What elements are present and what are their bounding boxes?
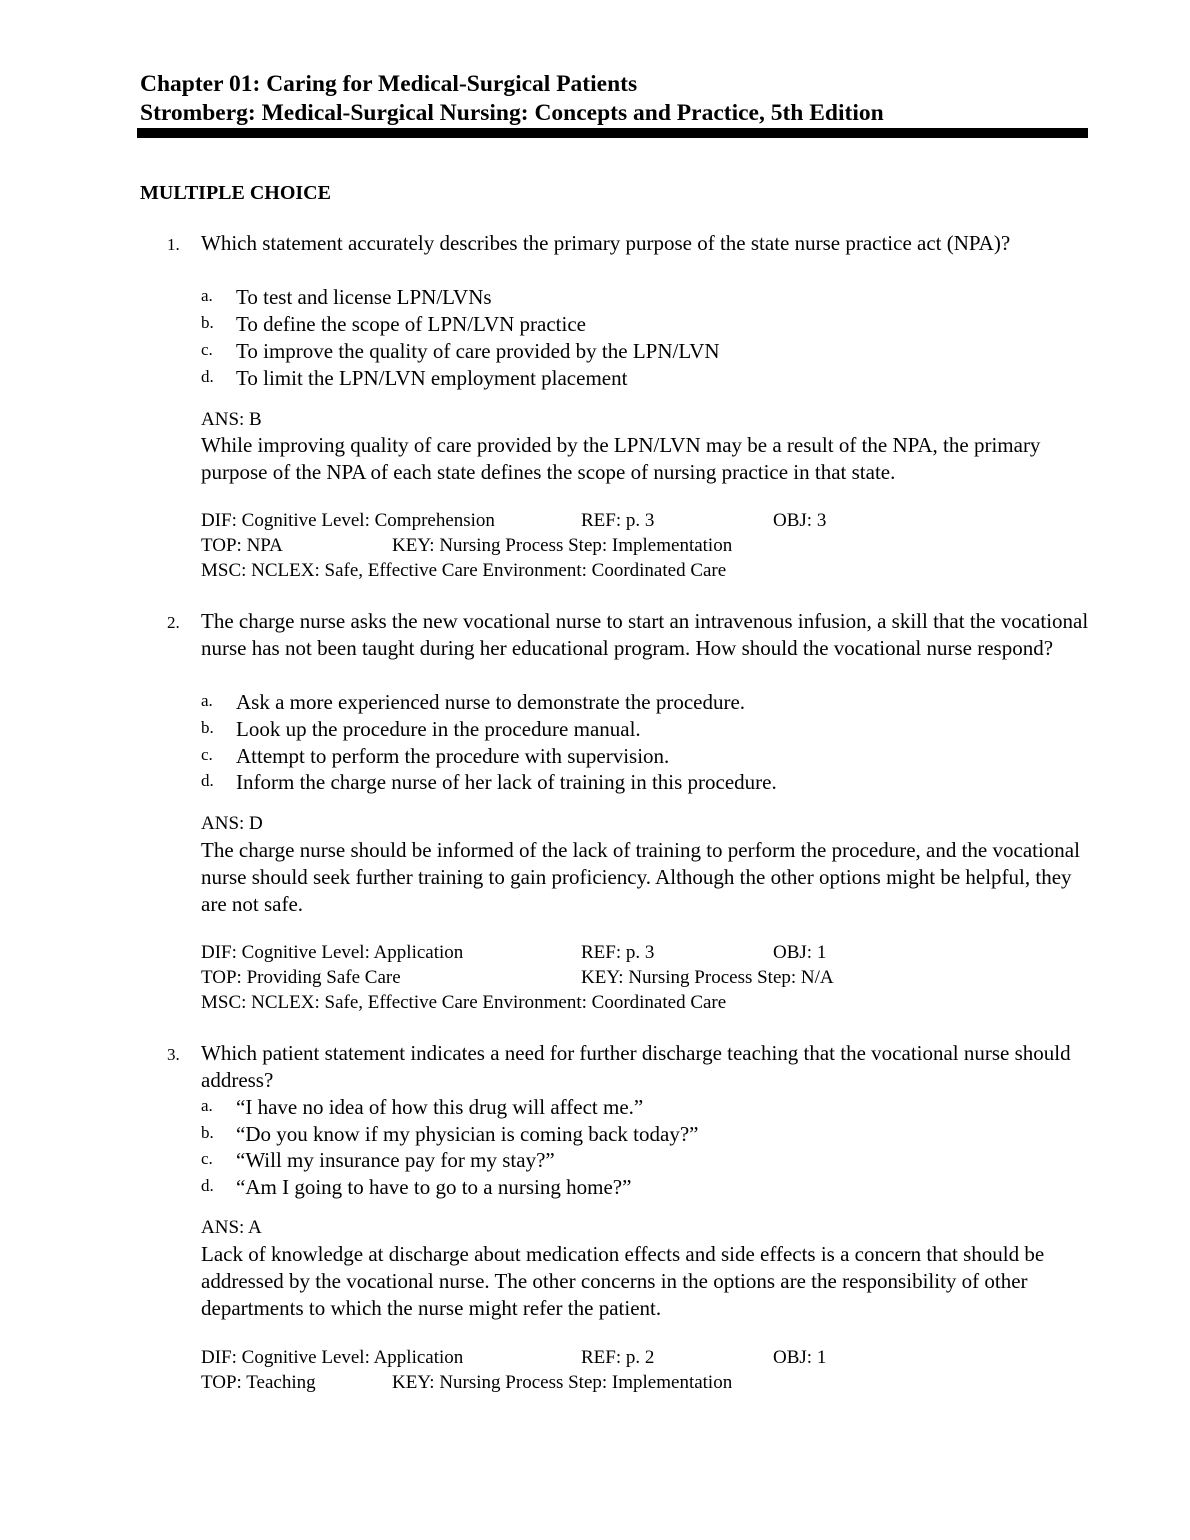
option-c [201,338,720,365]
meta-row-1 [201,1345,1081,1370]
meta-obj: OBJ: 1 [773,942,827,963]
meta-key: KEY: Nursing Process Step: Implementation [392,535,733,556]
option-letter: c. [201,1149,213,1168]
option-letter: b. [201,1123,214,1142]
option-b [201,716,641,743]
meta-row-3 [201,558,1081,583]
meta-ref: REF: p. 3 [581,942,655,963]
option-c [201,743,669,770]
option-b [201,1121,698,1148]
option-d [201,365,627,392]
meta-key: KEY: Nursing Process Step: N/A [581,967,834,988]
option-letter: c. [201,340,213,359]
option-letter: b. [201,313,214,332]
meta-top: TOP: NPA [201,535,283,556]
answer-key: ANS: D [201,813,263,834]
header-divider [137,128,1088,138]
meta-top: TOP: Providing Safe Care [201,967,401,988]
question-stem: The charge nurse asks the new vocational nurse to start an intravenous infusion, a skill that the vocational nurse has not been taught during her educational program. How should the vocational nurse respond? [201,609,1089,660]
meta-key: KEY: Nursing Process Step: Implementation [392,1372,733,1393]
option-text: “Do you know if my physician is coming back today?” [236,1122,699,1146]
option-text: To improve the quality of care provided by the LPN/LVN [236,339,720,363]
option-text: “Am I going to have to go to a nursing home?” [236,1175,632,1199]
meta-obj: OBJ: 3 [773,510,827,531]
meta-row-2 [201,533,1081,558]
option-text: To test and license LPN/LVNs [236,285,492,309]
answer-key: ANS: B [201,409,262,430]
meta-row-1 [201,508,1081,533]
meta-dif: DIF: Cognitive Level: Comprehension [201,510,495,531]
meta-msc: MSC: NCLEX: Safe, Effective Care Environment: Coordinated Care [201,992,727,1013]
meta-msc: MSC: NCLEX: Safe, Effective Care Environment: Coordinated Care [201,560,727,581]
option-text: Inform the charge nurse of her lack of training in this procedure. [236,770,777,794]
option-text: “I have no idea of how this drug will affect me.” [236,1095,644,1119]
question-stem: Which patient statement indicates a need for further discharge teaching that the vocational nurse should address? [201,1041,1071,1092]
answer-key: ANS: A [201,1217,262,1238]
meta-dif: DIF: Cognitive Level: Application [201,942,464,963]
book-title: Stromberg: Medical-Surgical Nursing: Concepts and Practice, 5th Edition [140,100,884,126]
option-letter: d. [201,367,214,386]
option-text: Attempt to perform the procedure with supervision. [236,744,670,768]
rationale: While improving quality of care provided by the LPN/LVN may be a result of the NPA, the primary purpose of the NPA of each state defines the scope of nursing practice in that state. [201,433,1041,484]
meta-dif: DIF: Cognitive Level: Application [201,1347,464,1368]
option-a [201,284,492,311]
option-c [201,1147,555,1174]
option-letter: b. [201,718,214,737]
meta-row-2 [201,965,1081,990]
meta-obj: OBJ: 1 [773,1347,827,1368]
section-title: MULTIPLE CHOICE [140,182,331,204]
option-b [201,311,586,338]
option-d [201,1174,631,1201]
meta-top: TOP: Teaching [201,1372,316,1393]
option-letter: d. [201,771,214,790]
meta-row-3 [201,990,1081,1015]
meta-ref: REF: p. 2 [581,1347,655,1368]
option-text: To limit the LPN/LVN employment placement [236,366,628,390]
meta-row-1 [201,940,1081,965]
option-text: To define the scope of LPN/LVN practice [236,312,586,336]
option-a [201,1094,643,1121]
option-letter: c. [201,745,213,764]
option-letter: d. [201,1176,214,1195]
meta-ref: REF: p. 3 [581,510,655,531]
question-number: 1. [167,235,180,254]
rationale: Lack of knowledge at discharge about medication effects and side effects is a concern that should be addressed by the vocational nurse. The other concerns in the options are the responsibility of other departments to which the nurse might refer the patient. [201,1242,1045,1320]
option-a [201,689,745,716]
option-letter: a. [201,1096,213,1115]
meta-row-2 [201,1370,1081,1395]
rationale: The charge nurse should be informed of the lack of training to perform the procedure, and the vocational nurse should seek further training to gain proficiency. Although the other options might be helpful, they are not safe. [201,838,1080,916]
option-letter: a. [201,286,213,305]
chapter-title: Chapter 01: Caring for Medical-Surgical Patients [140,71,638,97]
option-text: “Will my insurance pay for my stay?” [236,1148,555,1172]
question-number: 3. [167,1045,180,1064]
option-letter: a. [201,691,213,710]
question-stem: Which statement accurately describes the primary purpose of the state nurse practice act (NPA)? [201,231,1011,255]
question-number: 2. [167,613,180,632]
document-header [140,70,1090,128]
option-text: Ask a more experienced nurse to demonstrate the procedure. [236,690,746,714]
option-text: Look up the procedure in the procedure manual. [236,717,641,741]
option-d [201,769,777,796]
